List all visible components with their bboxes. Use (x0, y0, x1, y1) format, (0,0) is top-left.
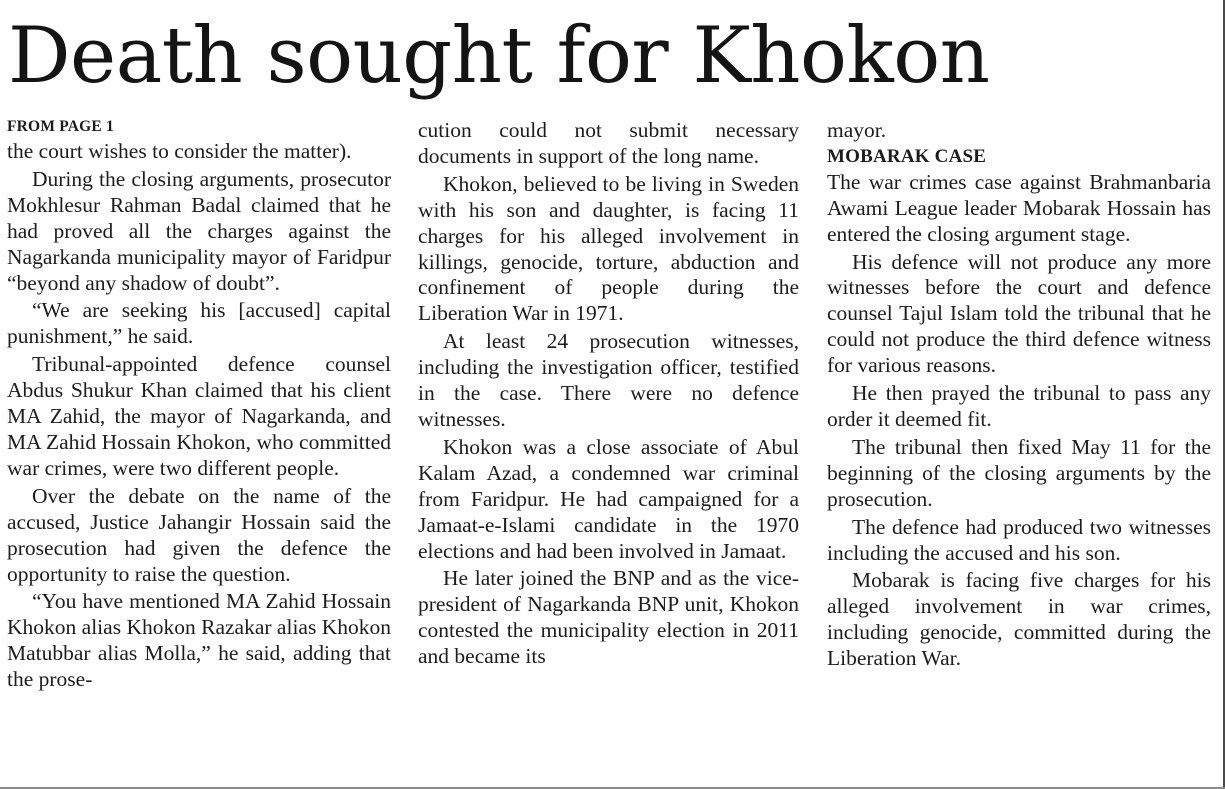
paragraph-3: “We are seeking his [accused] capital punishment,” he said. (7, 298, 391, 349)
paragraph-1: the court wishes to consider the matter). (7, 139, 352, 163)
paragraph-8: At least 24 prosecution witnesses, including the investigation officer, testified in the case. There were no defence witnesses. (418, 329, 799, 431)
paragraph-13: He then prayed the tribunal to pass any order it deemed fit. (827, 381, 1211, 431)
paragraph-11: The war crimes case against Brahmanbaria Awami League leader Mobarak Hossain has entered the closing argument stage. (827, 169, 1211, 246)
article-column-3 (827, 118, 1211, 672)
paragraph-16: Mobarak is facing five charges for his alleged involvement in war crimes, including genocide, committed during the Liberation War. (827, 568, 1211, 671)
paragraph-15: The defence had produced two witnesses including the accused and his son. (827, 514, 1211, 565)
paragraph-12: His defence will not produce any more witnesses before the court and defence counsel Tajul Islam told the tribunal that he could not produce the third defence witness for various reasons. (827, 249, 1211, 378)
paragraph-10-part-1: He later joined the BNP and as the vice-president of Nagarkanda BNP unit, Khokon contested the municipality election in 2011 and became its (418, 566, 799, 669)
paragraph-9: Khokon was a close associate of Abul Kalam Azad, a condemned war criminal from Faridpur. He had campaigned for a Jamaat-e-Islami candidate in the 1970 elections and had been involved in Jamaat. (418, 434, 799, 563)
paragraph-4: Tribunal-appointed defence counsel Abdus Shukur Khan claimed that his client MA Zahid, the mayor of Nagarkanda, and MA Zahid Hossain Khokon, who committed war crimes, were two different people. (7, 352, 391, 480)
paragraph-10-part-2: mayor. (827, 118, 887, 142)
continuation-label: FROM PAGE 1 (7, 118, 114, 135)
paragraph-7: Khokon, believed to be living in Sweden with his son and daughter, is facing 11 charges for his alleged involvement in killings, genocide, torture, abduction and confinement of people during the Liberation War in 1971. (418, 171, 799, 326)
paragraph-6-part-2: cution could not submit necessary documents in support of the long name. (418, 118, 799, 168)
paragraph-14: The tribunal then fixed May 11 for the beginning of the closing arguments by the prosecution. (827, 434, 1211, 511)
paragraph-2: During the closing arguments, prosecutor Mokhlesur Rahman Badal claimed that he had proved all the charges against the Nagarkanda municipality mayor of Faridpur “beyond any shadow of doubt”. (7, 166, 391, 295)
article-column-1 (7, 117, 391, 693)
headline: Death sought for Khokon (8, 11, 990, 101)
subhead: MOBARAK CASE (827, 145, 987, 167)
paragraph-5: Over the debate on the name of the accused, Justice Jahangir Hossain said the prosecution had given the defence the opportunity to raise the question. (7, 483, 391, 586)
article-column-2 (418, 118, 799, 670)
paragraph-6-part-1: “You have mentioned MA Zahid Hossain Khokon alias Khokon Razakar alias Khokon Matubbar alias Molla,” he said, adding that the prose- (7, 589, 391, 692)
